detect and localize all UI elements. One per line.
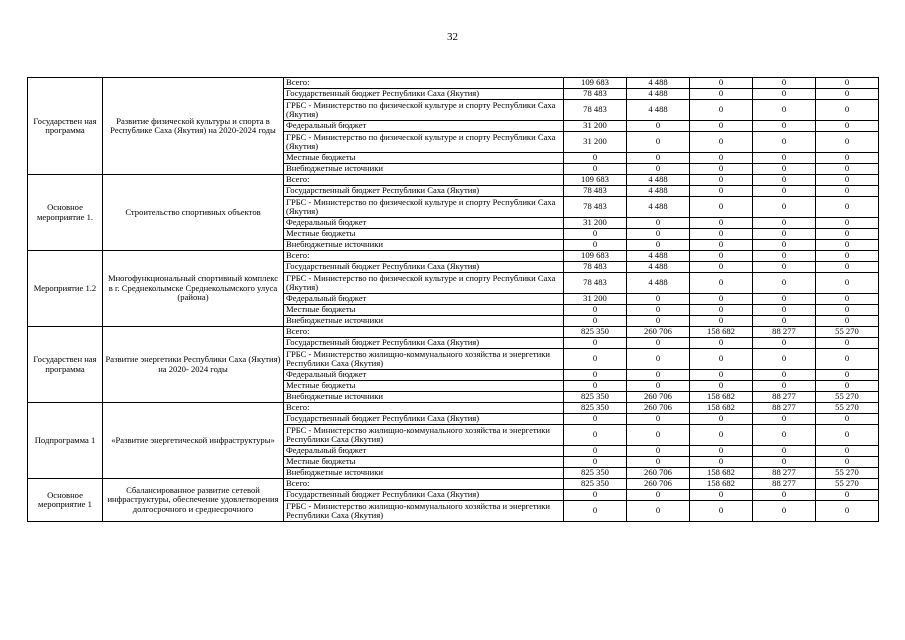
funding-source-cell: Государственный бюджет Республики Саха (Якутия) <box>284 414 564 425</box>
amount-cell: 0 <box>753 229 816 240</box>
amount-cell: 158 682 <box>690 479 753 490</box>
funding-source-cell: Местные бюджеты <box>284 457 564 468</box>
amount-cell: 0 <box>816 164 879 175</box>
amount-cell: 0 <box>690 175 753 186</box>
amount-cell: 0 <box>753 175 816 186</box>
amount-cell: 4 488 <box>627 175 690 186</box>
amount-cell: 260 706 <box>627 392 690 403</box>
amount-cell: 260 706 <box>627 403 690 414</box>
table-row <box>28 175 879 186</box>
amount-cell: 0 <box>816 100 879 121</box>
table-row <box>28 251 879 262</box>
amount-cell: 0 <box>564 446 627 457</box>
funding-source-cell: Государственный бюджет Республики Саха (Якутия) <box>284 338 564 349</box>
funding-source-cell: ГРБС - Министерство жилищно-коммунального хозяйства и энергетики Республики Саха (Якутия) <box>284 425 564 446</box>
amount-cell: 0 <box>564 370 627 381</box>
funding-source-cell: Внебюджетные источники <box>284 392 564 403</box>
block-name-cell: Многофункциональный спортивный комплекс в г. Среднеколымске Среднеколымского улуса (района) <box>103 251 284 327</box>
amount-cell: 78 483 <box>564 197 627 218</box>
funding-source-cell: Внебюджетные источники <box>284 164 564 175</box>
amount-cell: 0 <box>816 251 879 262</box>
funding-source-cell: Всего: <box>284 175 564 186</box>
block-type-cell: Мероприятие 1.2 <box>28 251 103 327</box>
amount-cell: 0 <box>753 457 816 468</box>
funding-source-cell: Всего: <box>284 327 564 338</box>
table-row <box>28 403 879 414</box>
amount-cell: 0 <box>753 294 816 305</box>
block-type-cell: Основное мероприятие 1 <box>28 479 103 522</box>
amount-cell: 260 706 <box>627 479 690 490</box>
amount-cell: 0 <box>753 197 816 218</box>
amount-cell: 0 <box>816 501 879 522</box>
amount-cell: 0 <box>690 164 753 175</box>
table-row <box>28 327 879 338</box>
amount-cell: 0 <box>816 294 879 305</box>
amount-cell: 0 <box>690 89 753 100</box>
amount-cell: 88 277 <box>753 327 816 338</box>
amount-cell: 0 <box>690 414 753 425</box>
amount-cell: 0 <box>753 100 816 121</box>
amount-cell: 0 <box>753 381 816 392</box>
amount-cell: 0 <box>627 349 690 370</box>
amount-cell: 0 <box>753 251 816 262</box>
table-row <box>28 479 879 490</box>
amount-cell: 0 <box>816 425 879 446</box>
amount-cell: 0 <box>690 132 753 153</box>
amount-cell: 4 488 <box>627 262 690 273</box>
budget-table <box>27 77 879 522</box>
amount-cell: 0 <box>627 490 690 501</box>
amount-cell: 109 683 <box>564 78 627 89</box>
amount-cell: 0 <box>753 446 816 457</box>
amount-cell: 0 <box>564 425 627 446</box>
amount-cell: 0 <box>627 164 690 175</box>
amount-cell: 55 270 <box>816 468 879 479</box>
amount-cell: 0 <box>690 294 753 305</box>
amount-cell: 0 <box>627 501 690 522</box>
amount-cell: 0 <box>690 305 753 316</box>
funding-source-cell: Всего: <box>284 251 564 262</box>
amount-cell: 0 <box>753 262 816 273</box>
amount-cell: 0 <box>627 457 690 468</box>
amount-cell: 0 <box>627 414 690 425</box>
amount-cell: 4 488 <box>627 273 690 294</box>
amount-cell: 0 <box>816 240 879 251</box>
amount-cell: 0 <box>627 240 690 251</box>
amount-cell: 0 <box>753 425 816 446</box>
amount-cell: 0 <box>627 121 690 132</box>
funding-source-cell: ГРБС - Министерство по физической культуре и спорту Республики Саха (Якутия) <box>284 273 564 294</box>
amount-cell: 0 <box>690 121 753 132</box>
amount-cell: 78 483 <box>564 273 627 294</box>
funding-source-cell: Всего: <box>284 403 564 414</box>
amount-cell: 0 <box>564 240 627 251</box>
amount-cell: 0 <box>627 305 690 316</box>
amount-cell: 78 483 <box>564 89 627 100</box>
funding-source-cell: Внебюджетные источники <box>284 240 564 251</box>
funding-source-cell: Всего: <box>284 479 564 490</box>
funding-source-cell: Государственный бюджет Республики Саха (Якутия) <box>284 490 564 501</box>
block-type-cell: Основное мероприятие 1. <box>28 175 103 251</box>
amount-cell: 31 200 <box>564 218 627 229</box>
block-name-cell: Развитие физической культуры и спорта в Республике Саха (Якутия) на 2020-2024 годы <box>103 78 284 175</box>
funding-source-cell: Государственный бюджет Республики Саха (Якутия) <box>284 89 564 100</box>
amount-cell: 0 <box>564 229 627 240</box>
amount-cell: 88 277 <box>753 403 816 414</box>
funding-source-cell: Местные бюджеты <box>284 381 564 392</box>
amount-cell: 0 <box>816 273 879 294</box>
amount-cell: 158 682 <box>690 403 753 414</box>
amount-cell: 0 <box>690 273 753 294</box>
amount-cell: 0 <box>753 305 816 316</box>
amount-cell: 0 <box>627 425 690 446</box>
amount-cell: 0 <box>690 240 753 251</box>
amount-cell: 0 <box>753 218 816 229</box>
amount-cell: 0 <box>753 78 816 89</box>
amount-cell: 0 <box>690 457 753 468</box>
amount-cell: 55 270 <box>816 327 879 338</box>
amount-cell: 0 <box>816 370 879 381</box>
amount-cell: 0 <box>627 316 690 327</box>
amount-cell: 0 <box>690 501 753 522</box>
amount-cell: 0 <box>753 121 816 132</box>
amount-cell: 0 <box>816 316 879 327</box>
amount-cell: 0 <box>690 490 753 501</box>
amount-cell: 0 <box>564 164 627 175</box>
amount-cell: 0 <box>627 381 690 392</box>
amount-cell: 0 <box>753 89 816 100</box>
funding-source-cell: Государственный бюджет Республики Саха (Якутия) <box>284 186 564 197</box>
table-row <box>28 78 879 89</box>
funding-source-cell: ГРБС - Министерство жилищно-коммунального хозяйства и энергетики Республики Саха (Якутия) <box>284 501 564 522</box>
amount-cell: 0 <box>816 338 879 349</box>
amount-cell: 4 488 <box>627 197 690 218</box>
amount-cell: 0 <box>627 153 690 164</box>
block-type-cell: Государствен ная программа <box>28 78 103 175</box>
funding-source-cell: ГРБС - Министерство по физической культуре и спорту Республики Саха (Якутия) <box>284 132 564 153</box>
funding-source-cell: ГРБС - Министерство по физической культуре и спорту Республики Саха (Якутия) <box>284 100 564 121</box>
funding-source-cell: Федеральный бюджет <box>284 370 564 381</box>
amount-cell: 78 483 <box>564 262 627 273</box>
amount-cell: 0 <box>564 490 627 501</box>
amount-cell: 0 <box>690 446 753 457</box>
amount-cell: 0 <box>753 349 816 370</box>
amount-cell: 4 488 <box>627 89 690 100</box>
amount-cell: 0 <box>816 218 879 229</box>
amount-cell: 0 <box>564 501 627 522</box>
amount-cell: 0 <box>753 316 816 327</box>
funding-source-cell: ГРБС - Министерство по физической культуре и спорту Республики Саха (Якутия) <box>284 197 564 218</box>
amount-cell: 0 <box>816 414 879 425</box>
amount-cell: 0 <box>816 175 879 186</box>
amount-cell: 0 <box>690 338 753 349</box>
amount-cell: 0 <box>816 305 879 316</box>
amount-cell: 0 <box>564 457 627 468</box>
amount-cell: 0 <box>753 414 816 425</box>
amount-cell: 0 <box>564 381 627 392</box>
funding-source-cell: Местные бюджеты <box>284 153 564 164</box>
amount-cell: 0 <box>816 381 879 392</box>
amount-cell: 88 277 <box>753 468 816 479</box>
block-name-cell: Развитие энергетики Республики Саха (Якутия) на 2020- 2024 годы <box>103 327 284 403</box>
amount-cell: 0 <box>690 153 753 164</box>
amount-cell: 0 <box>627 338 690 349</box>
amount-cell: 0 <box>690 229 753 240</box>
amount-cell: 0 <box>627 229 690 240</box>
amount-cell: 0 <box>753 273 816 294</box>
amount-cell: 260 706 <box>627 468 690 479</box>
block-type-cell: Подпрограмма 1 <box>28 403 103 479</box>
amount-cell: 4 488 <box>627 251 690 262</box>
amount-cell: 55 270 <box>816 403 879 414</box>
block-name-cell: «Развитие энергетической инфраструктуры» <box>103 403 284 479</box>
block-type-cell: Государствен ная программа <box>28 327 103 403</box>
amount-cell: 0 <box>690 218 753 229</box>
amount-cell: 31 200 <box>564 121 627 132</box>
amount-cell: 0 <box>753 186 816 197</box>
amount-cell: 0 <box>690 78 753 89</box>
amount-cell: 0 <box>564 338 627 349</box>
amount-cell: 0 <box>753 501 816 522</box>
budget-table-body <box>28 78 879 522</box>
amount-cell: 0 <box>753 132 816 153</box>
amount-cell: 0 <box>690 197 753 218</box>
amount-cell: 825 350 <box>564 403 627 414</box>
amount-cell: 109 683 <box>564 175 627 186</box>
amount-cell: 0 <box>753 338 816 349</box>
amount-cell: 158 682 <box>690 392 753 403</box>
amount-cell: 0 <box>564 316 627 327</box>
amount-cell: 0 <box>816 446 879 457</box>
amount-cell: 0 <box>627 218 690 229</box>
funding-source-cell: Внебюджетные источники <box>284 316 564 327</box>
amount-cell: 0 <box>816 262 879 273</box>
amount-cell: 0 <box>564 349 627 370</box>
amount-cell: 0 <box>816 89 879 100</box>
amount-cell: 55 270 <box>816 479 879 490</box>
amount-cell: 4 488 <box>627 100 690 121</box>
funding-source-cell: Местные бюджеты <box>284 229 564 240</box>
amount-cell: 78 483 <box>564 186 627 197</box>
funding-source-cell: Федеральный бюджет <box>284 446 564 457</box>
amount-cell: 0 <box>690 349 753 370</box>
amount-cell: 0 <box>690 262 753 273</box>
funding-source-cell: Местные бюджеты <box>284 305 564 316</box>
amount-cell: 4 488 <box>627 78 690 89</box>
amount-cell: 825 350 <box>564 479 627 490</box>
funding-source-cell: Федеральный бюджет <box>284 121 564 132</box>
amount-cell: 88 277 <box>753 479 816 490</box>
funding-source-cell: Внебюджетные источники <box>284 468 564 479</box>
funding-source-cell: Федеральный бюджет <box>284 294 564 305</box>
amount-cell: 0 <box>816 121 879 132</box>
amount-cell: 31 200 <box>564 294 627 305</box>
amount-cell: 88 277 <box>753 392 816 403</box>
amount-cell: 0 <box>627 446 690 457</box>
amount-cell: 0 <box>564 414 627 425</box>
amount-cell: 0 <box>753 370 816 381</box>
amount-cell: 0 <box>816 197 879 218</box>
amount-cell: 4 488 <box>627 186 690 197</box>
amount-cell: 260 706 <box>627 327 690 338</box>
amount-cell: 0 <box>816 349 879 370</box>
page-number: 32 <box>447 31 458 43</box>
amount-cell: 0 <box>627 370 690 381</box>
amount-cell: 825 350 <box>564 392 627 403</box>
amount-cell: 0 <box>816 78 879 89</box>
amount-cell: 825 350 <box>564 327 627 338</box>
amount-cell: 78 483 <box>564 100 627 121</box>
amount-cell: 0 <box>816 132 879 153</box>
amount-cell: 0 <box>690 425 753 446</box>
amount-cell: 0 <box>690 251 753 262</box>
amount-cell: 0 <box>564 305 627 316</box>
amount-cell: 0 <box>816 229 879 240</box>
funding-source-cell: Федеральный бюджет <box>284 218 564 229</box>
funding-source-cell: ГРБС - Министерство жилищно-коммунального хозяйства и энергетики Республики Саха (Якутия) <box>284 349 564 370</box>
block-name-cell: Строительство спортивных объектов <box>103 175 284 251</box>
amount-cell: 0 <box>816 186 879 197</box>
amount-cell: 0 <box>627 132 690 153</box>
amount-cell: 0 <box>753 240 816 251</box>
funding-source-cell: Всего: <box>284 78 564 89</box>
amount-cell: 0 <box>690 316 753 327</box>
amount-cell: 0 <box>753 490 816 501</box>
block-name-cell: Сбалансированное развитие сетевой инфраструктуры, обеспечение удовлетворения долгосрочного и среднесрочного <box>103 479 284 522</box>
amount-cell: 825 350 <box>564 468 627 479</box>
amount-cell: 158 682 <box>690 468 753 479</box>
amount-cell: 0 <box>816 457 879 468</box>
funding-source-cell: Государственный бюджет Республики Саха (Якутия) <box>284 262 564 273</box>
amount-cell: 0 <box>690 100 753 121</box>
amount-cell: 0 <box>564 153 627 164</box>
amount-cell: 0 <box>627 294 690 305</box>
amount-cell: 0 <box>690 370 753 381</box>
amount-cell: 0 <box>816 490 879 501</box>
amount-cell: 31 200 <box>564 132 627 153</box>
amount-cell: 55 270 <box>816 392 879 403</box>
amount-cell: 0 <box>753 153 816 164</box>
amount-cell: 109 683 <box>564 251 627 262</box>
amount-cell: 0 <box>816 153 879 164</box>
amount-cell: 158 682 <box>690 327 753 338</box>
amount-cell: 0 <box>690 381 753 392</box>
amount-cell: 0 <box>753 164 816 175</box>
amount-cell: 0 <box>690 186 753 197</box>
